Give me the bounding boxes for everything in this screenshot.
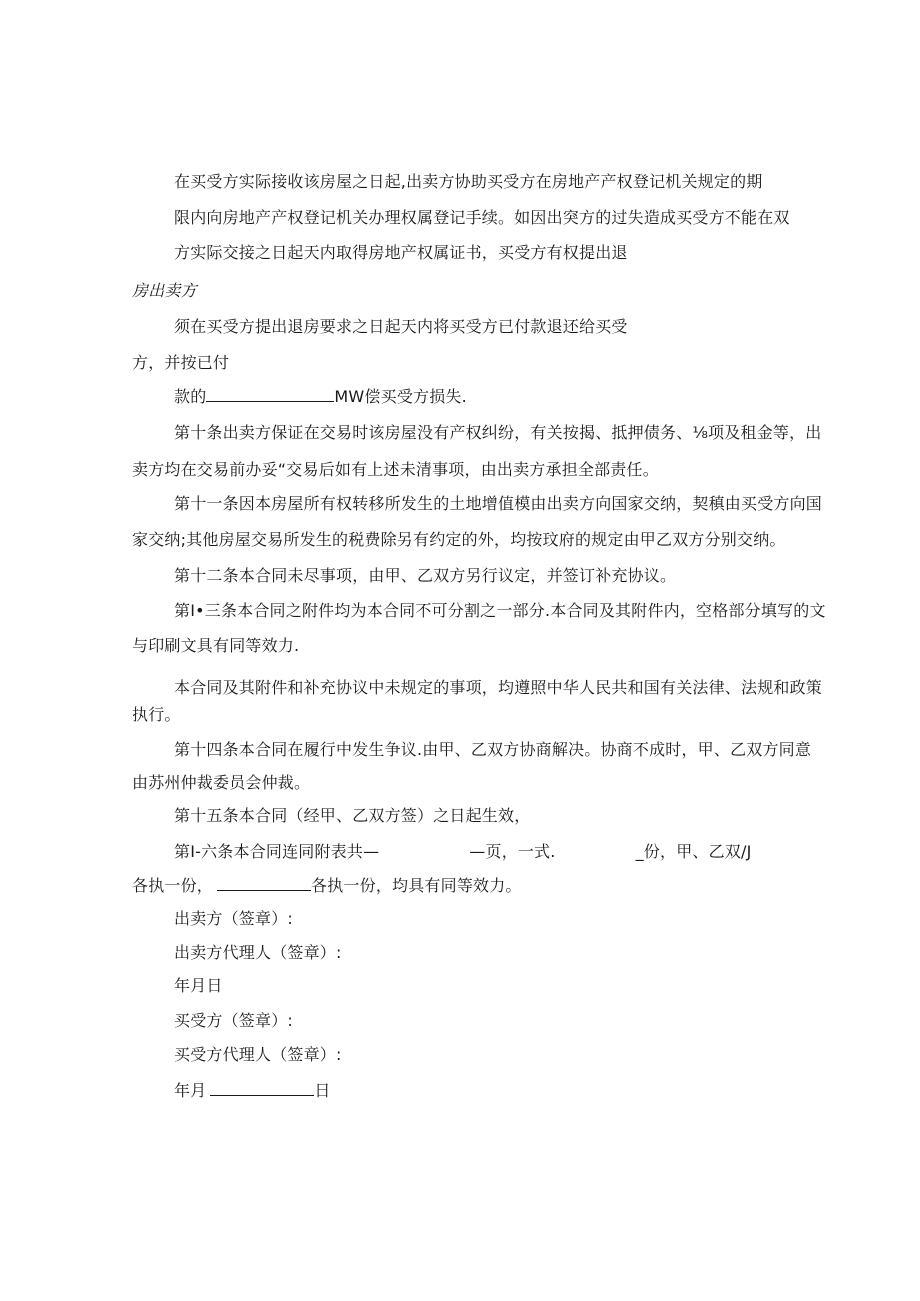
clause-14-line-2: 由苏州仲裁委员会仲裁。 xyxy=(132,773,311,792)
compensation-prefix: 款的 xyxy=(174,387,207,406)
clause-13-line-1: 第I•三条本合同之附件均为本合同不可分割之一部分.本合同及其附件内，空格部分填写的文 xyxy=(174,601,826,620)
buyer-agent-signature: 买受方代理人（签章）: xyxy=(174,1045,342,1064)
compensation-blank[interactable] xyxy=(206,386,334,402)
clause-9-line-7 xyxy=(174,386,467,407)
buyer-date-suffix: 日 xyxy=(314,1081,331,1100)
clause-10-line-1: 第十条出卖方保证在交易时该房屋没有产权纠纷，有关按揭、抵押债务、⅛项及租金等，出 xyxy=(174,423,822,442)
clause-13-line-3: 本合同及其附件和补充协议中未规定的事项，均遵照中华人民共和国有关法律、法规和政策 xyxy=(174,678,823,697)
attachment-parties-text: _份，甲、乙双/J xyxy=(635,842,752,861)
clause-9-line-4: 房出卖方 xyxy=(132,281,197,300)
clause-9-line-2: 限内向房地产产权登记机关办理权属登记手续。如因出突方的过失造成买受方不能在双 xyxy=(174,208,790,227)
buyer-signature: 买受方（签章）: xyxy=(174,1011,293,1030)
clause-14-line-1: 第十四条本合同在履行中发生争议.由甲、乙双方协商解决。协商不成时，甲、乙双方同意 xyxy=(174,740,812,759)
compensation-suffix: MW偿买受方损失. xyxy=(334,387,467,406)
clause-9-line-6: 方，并按已付 xyxy=(132,353,230,372)
buyer-date xyxy=(174,1080,331,1101)
each-holds-blank[interactable] xyxy=(217,875,311,891)
attachment-pages-prefix: 第I-六条本合同连同附表共— xyxy=(174,842,380,861)
buyer-date-blank[interactable] xyxy=(210,1080,314,1096)
each-holds-prefix: 各执一份， xyxy=(132,876,214,895)
seller-signature: 出卖方（签章）: xyxy=(174,909,293,928)
clause-13-line-4: 执行。 xyxy=(132,705,181,724)
seller-date: 年月日 xyxy=(174,976,223,995)
clause-10-line-2: 卖方均在交易前办妥“交易后如有上述未清事项，由出卖方承担全部责任。 xyxy=(132,460,659,479)
each-holds-suffix: 各执一份，均具有同等效力。 xyxy=(311,876,522,895)
attachment-copies-text: —页，一式. xyxy=(469,842,556,861)
clause-13-line-2: 与印刷文具有同等效力. xyxy=(132,636,300,655)
seller-agent-signature: 出卖方代理人（签章）: xyxy=(174,943,342,962)
clause-9-line-3: 方实际交接之日起天内取得房地产权属证书，买受方有权提出退 xyxy=(174,243,628,262)
clause-11-line-1: 第十一条因本房屋所有权转移所发生的土地增值模由出卖方向国家交纳，契稹由买受方向国 xyxy=(174,494,823,513)
clause-12: 第十二条本合同未尽事项，由甲、乙双方另行议定，并签订补充协议。 xyxy=(174,566,677,585)
clause-9-line-5: 须在买受方提出退房要求之日起天内将买受方已付款退还给买受 xyxy=(174,317,628,336)
clause-11-line-2: 家交纳;其他房屋交易所发生的税费除另有约定的外，均按玟府的规定由甲乙双方分别交纳。 xyxy=(132,530,786,549)
clause-16-line-2 xyxy=(132,875,522,896)
clause-9-line-1: 在买受方实际接收该房屋之日起,出卖方协助买受方在房地产产权登记机关规定的期 xyxy=(174,172,763,191)
clause-16-line-1 xyxy=(174,842,752,862)
clause-15: 第十五条本合同（经甲、乙双方签）之日起生效， xyxy=(174,806,531,825)
buyer-date-prefix: 年月 xyxy=(174,1081,207,1100)
